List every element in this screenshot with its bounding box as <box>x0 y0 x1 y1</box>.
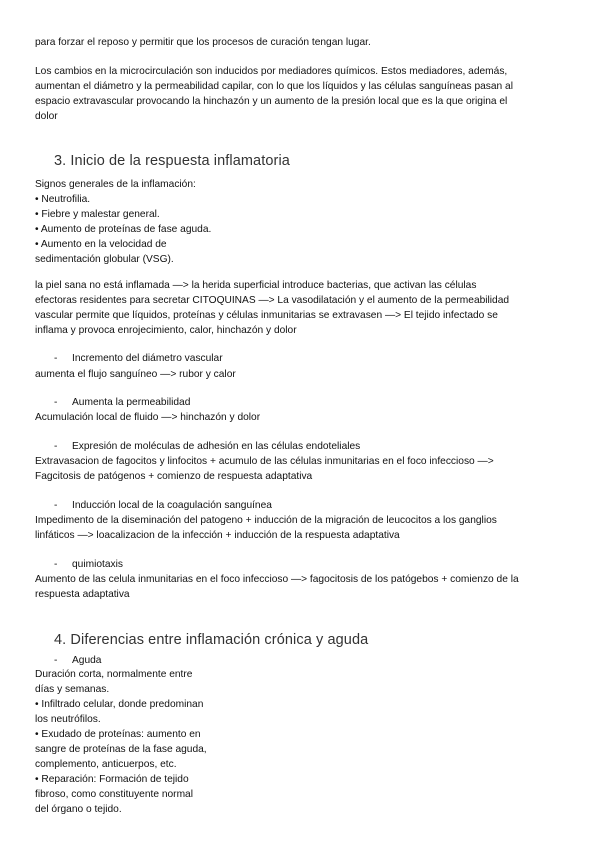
list-item-desc: aumenta el flujo sanguíneo —> rubor y calor <box>35 369 236 380</box>
signs-list: Signos generales de la inflamación: • Neutrofilia. • Fiebre y malestar general. • Aumento de proteínas de fase aguda. • Aumento en la velocidad de sedimentación globular (VSG). <box>35 179 212 265</box>
list-item-title: - Incremento del diámetro vascular <box>54 353 223 364</box>
list-item-desc: Extravasacion de fagocitos y linfocitos + acumulo de las células inmunitarias en el foco infeccioso —> Fagcitosis de patógenos + comienzo de respuesta adaptativa <box>35 456 494 482</box>
list-item-title: - Inducción local de la coagulación sanguínea <box>54 500 272 511</box>
acute-list: Duración corta, normalmente entre días y semanas. • Infiltrado celular, donde predominan los neutrófilos. • Exudado de proteínas: aumento en sangre de proteínas de la fase aguda, complemento, anticuerpos, etc. • Reparación: Formación de tejido fibroso, como constituyente normal del órgano o tejido. <box>35 669 207 815</box>
list-item-title: - Aumenta la permeabilidad <box>54 397 191 408</box>
list-item-desc: Impedimento de la diseminación del patogeno + inducción de la migración de leucocitos a los ganglios linfáticos —> loacalizacion de la infección + inducción de la respuesta adaptativa <box>35 515 497 541</box>
microcirculation-paragraph: Los cambios en la microcirculación son inducidos por mediadores químicos. Estos mediadores, además, aumentan el diámetro y la permeabilidad capilar, con lo que los líquidos y las células sanguíneas pasan al espacio extravascular provocando la hinchazón y un aumento de la presión local que es la que origina el dolor <box>35 66 513 122</box>
skin-paragraph: la piel sana no está inflamada —> la herida superficial introduce bacterias, que activan las células efectoras residentes para secretar CITOQUINAS —> La vasodilatación y el aumento de la permeabilidad vascular permite que líquidos, proteínas y células inmunitarias se extravasen —> El tejido infectado se inflama y provoca enrojecimiento, calor, hinchazón y dolor <box>35 280 510 336</box>
list-item-title: - Aguda <box>54 655 102 666</box>
list-item-desc: Acumulación local de fluido —> hinchazón y dolor <box>35 412 261 423</box>
section-3-heading: 3. Inicio de la respuesta inflamatoria <box>54 153 290 169</box>
list-item-desc: Aumento de las celula inmunitarias en el foco infeccioso —> fagocitosis de los patógebos + comienzo de la respuesta adaptativa <box>35 574 519 600</box>
intro-line: para forzar el reposo y permitir que los procesos de curación tengan lugar. <box>35 37 371 48</box>
list-item-title: - Expresión de moléculas de adhesión en las células endoteliales <box>54 441 361 452</box>
section-4-heading: 4. Diferencias entre inflamación crónica y aguda <box>54 632 369 648</box>
list-item-title: - quimiotaxis <box>54 559 123 570</box>
